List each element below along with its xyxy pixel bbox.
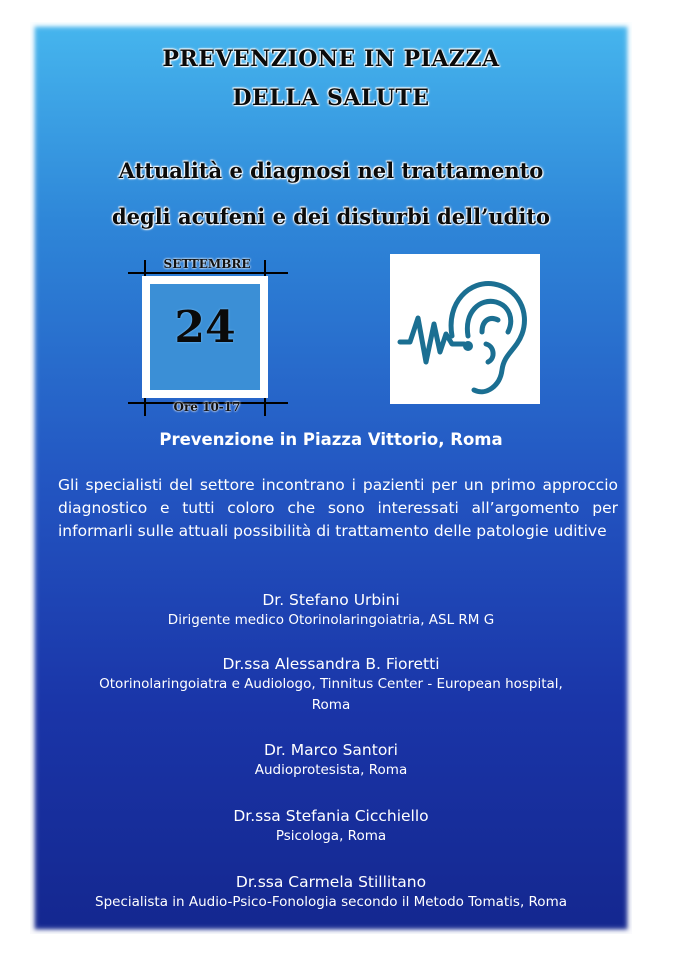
poster-title-line1: PREVENZIONE IN PIAZZA	[162, 46, 500, 72]
speaker-name: Dr.ssa Stefania Cicchiello	[233, 807, 429, 825]
speaker-name: Dr. Stefano Urbini	[262, 591, 400, 609]
speaker-5	[30, 872, 632, 913]
speaker-role: Otorinolaringoiatra e Audiologo, Tinnitus Center - European hospital,	[99, 676, 563, 692]
event-description: Gli specialisti del settore incontrano i pazienti per un primo approccio diagnostico e tutti coloro che sono interessati all’argomento per informarli sulle attuali possibilità di trattamento delle patologie uditive	[58, 476, 618, 540]
speaker-role: Psicologa, Roma	[275, 828, 387, 844]
poster-subtitle-line2: degli acufeni e dei disturbi dell’udito	[111, 204, 551, 229]
event-poster	[30, 22, 632, 934]
speaker-4	[30, 806, 632, 847]
calendar-month: SETTEMBRE	[163, 257, 251, 271]
event-location: Prevenzione in Piazza Vittorio, Roma	[159, 430, 503, 449]
speaker-role-cont: Roma	[311, 697, 351, 713]
speaker-name: Dr. Marco Santori	[264, 741, 398, 759]
speaker-role: Audioprotesista, Roma	[254, 762, 408, 778]
speaker-2	[30, 654, 632, 716]
speaker-name: Dr.ssa Carmela Stillitano	[235, 873, 427, 891]
speaker-name: Dr.ssa Alessandra B. Fioretti	[222, 655, 440, 673]
speaker-role: Specialista in Audio-Psico-Fonologia secondo il Metodo Tomatis, Roma	[95, 894, 567, 910]
poster-title-line2: DELLA SALUTE	[232, 85, 430, 111]
speaker-1	[30, 590, 632, 631]
ear-hearing-icon	[390, 254, 540, 404]
speaker-role: Dirigente medico Otorinolaringoiatria, ASL RM G	[167, 612, 495, 628]
date-calendar	[118, 252, 298, 422]
calendar-day: 24	[174, 302, 236, 353]
speaker-3	[30, 740, 632, 781]
event-hours: Ore 10-17	[173, 400, 241, 414]
poster-subtitle-line1: Attualità e diagnosi nel trattamento	[118, 158, 544, 183]
